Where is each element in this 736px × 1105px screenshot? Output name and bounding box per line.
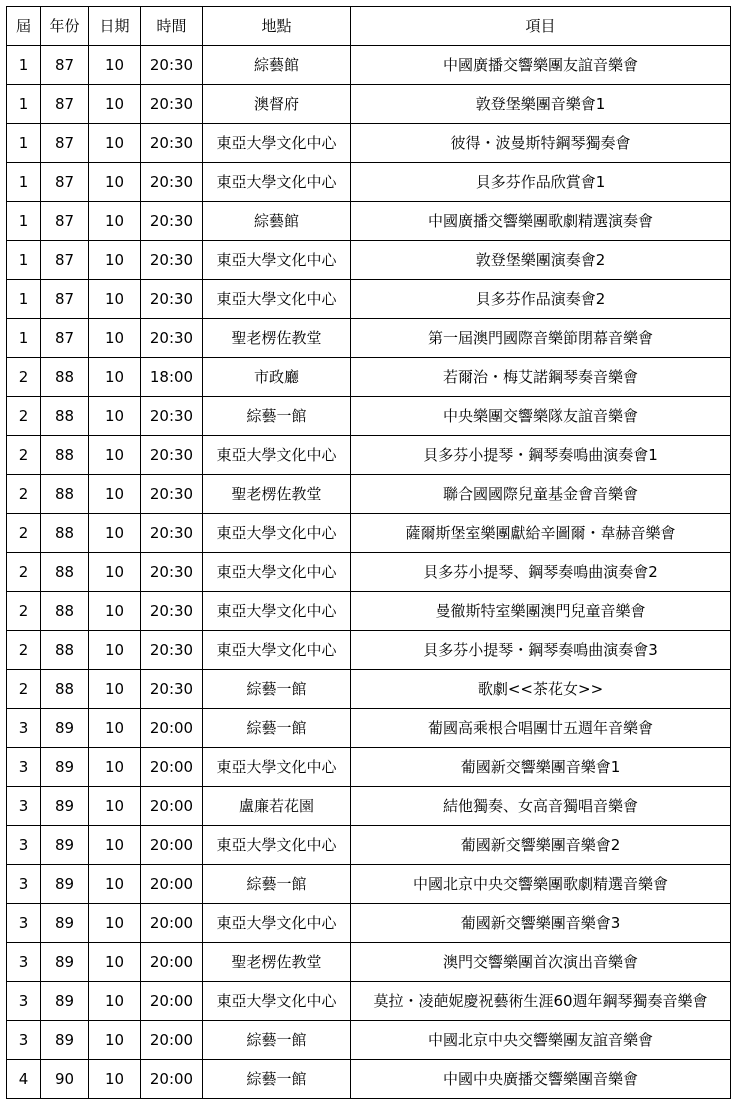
cell-venue: 東亞大學文化中心 xyxy=(203,124,351,163)
column-header-time: 時間 xyxy=(141,7,203,46)
cell-date: 10 xyxy=(89,397,141,436)
cell-date: 10 xyxy=(89,475,141,514)
cell-time: 20:30 xyxy=(141,397,203,436)
table-row xyxy=(7,865,731,904)
table-row xyxy=(7,358,731,397)
cell-time: 20:30 xyxy=(141,592,203,631)
cell-date: 10 xyxy=(89,124,141,163)
table-row xyxy=(7,436,731,475)
cell-date: 10 xyxy=(89,46,141,85)
cell-venue: 東亞大學文化中心 xyxy=(203,982,351,1021)
table-row xyxy=(7,46,731,85)
cell-program: 彼得・波曼斯特鋼琴獨奏會 xyxy=(351,124,731,163)
cell-date: 10 xyxy=(89,592,141,631)
cell-venue: 聖老楞佐教堂 xyxy=(203,319,351,358)
header-row xyxy=(7,7,731,46)
column-header-venue: 地點 xyxy=(203,7,351,46)
concert-schedule-table xyxy=(6,6,731,1099)
cell-program: 莫拉・凌葩妮慶祝藝術生涯60週年鋼琴獨奏音樂會 xyxy=(351,982,731,1021)
cell-date: 10 xyxy=(89,514,141,553)
cell-edition: 2 xyxy=(7,631,41,670)
cell-program: 敦登堡樂團音樂會1 xyxy=(351,85,731,124)
cell-time: 20:30 xyxy=(141,670,203,709)
cell-program: 結他獨奏、女高音獨唱音樂會 xyxy=(351,787,731,826)
cell-time: 20:00 xyxy=(141,709,203,748)
cell-date: 10 xyxy=(89,709,141,748)
table-row xyxy=(7,943,731,982)
cell-year: 88 xyxy=(41,397,89,436)
table-row xyxy=(7,280,731,319)
cell-year: 87 xyxy=(41,319,89,358)
cell-venue: 綜藝館 xyxy=(203,46,351,85)
cell-year: 89 xyxy=(41,787,89,826)
table-row xyxy=(7,826,731,865)
cell-venue: 東亞大學文化中心 xyxy=(203,748,351,787)
table-row xyxy=(7,709,731,748)
table-row xyxy=(7,982,731,1021)
table-row xyxy=(7,904,731,943)
cell-time: 20:30 xyxy=(141,475,203,514)
column-header-date: 日期 xyxy=(89,7,141,46)
cell-edition: 1 xyxy=(7,202,41,241)
cell-program: 貝多芬小提琴・鋼琴奏鳴曲演奏會3 xyxy=(351,631,731,670)
cell-date: 10 xyxy=(89,319,141,358)
cell-edition: 2 xyxy=(7,475,41,514)
cell-time: 20:30 xyxy=(141,202,203,241)
cell-year: 88 xyxy=(41,670,89,709)
cell-program: 中央樂團交響樂隊友誼音樂會 xyxy=(351,397,731,436)
cell-year: 87 xyxy=(41,280,89,319)
cell-time: 20:30 xyxy=(141,163,203,202)
cell-date: 10 xyxy=(89,943,141,982)
cell-date: 10 xyxy=(89,85,141,124)
cell-edition: 2 xyxy=(7,553,41,592)
table-row xyxy=(7,787,731,826)
cell-edition: 1 xyxy=(7,124,41,163)
cell-venue: 盧廉若花園 xyxy=(203,787,351,826)
cell-year: 88 xyxy=(41,436,89,475)
cell-venue: 綜藝一館 xyxy=(203,865,351,904)
cell-time: 20:30 xyxy=(141,436,203,475)
cell-program: 中國廣播交響樂團友誼音樂會 xyxy=(351,46,731,85)
cell-program: 葡國高乘根合唱團廿五週年音樂會 xyxy=(351,709,731,748)
cell-program: 曼徹斯特室樂團澳門兒童音樂會 xyxy=(351,592,731,631)
cell-date: 10 xyxy=(89,241,141,280)
cell-date: 10 xyxy=(89,748,141,787)
cell-year: 89 xyxy=(41,865,89,904)
cell-year: 88 xyxy=(41,514,89,553)
cell-date: 10 xyxy=(89,553,141,592)
table-row xyxy=(7,475,731,514)
cell-edition: 1 xyxy=(7,85,41,124)
cell-time: 20:00 xyxy=(141,1021,203,1060)
cell-date: 10 xyxy=(89,826,141,865)
cell-edition: 3 xyxy=(7,748,41,787)
cell-edition: 1 xyxy=(7,241,41,280)
cell-year: 87 xyxy=(41,124,89,163)
cell-edition: 3 xyxy=(7,982,41,1021)
cell-venue: 東亞大學文化中心 xyxy=(203,163,351,202)
table-row xyxy=(7,670,731,709)
cell-venue: 東亞大學文化中心 xyxy=(203,553,351,592)
cell-program: 若爾治・梅艾諾鋼琴奏音樂會 xyxy=(351,358,731,397)
cell-venue: 東亞大學文化中心 xyxy=(203,631,351,670)
cell-date: 10 xyxy=(89,1021,141,1060)
cell-venue: 澳督府 xyxy=(203,85,351,124)
cell-year: 89 xyxy=(41,1021,89,1060)
cell-date: 10 xyxy=(89,163,141,202)
cell-year: 88 xyxy=(41,358,89,397)
cell-venue: 東亞大學文化中心 xyxy=(203,280,351,319)
cell-edition: 2 xyxy=(7,592,41,631)
cell-program: 貝多芬作品演奏會2 xyxy=(351,280,731,319)
cell-time: 20:30 xyxy=(141,514,203,553)
table-row xyxy=(7,1021,731,1060)
cell-time: 18:00 xyxy=(141,358,203,397)
cell-time: 20:00 xyxy=(141,904,203,943)
cell-edition: 3 xyxy=(7,904,41,943)
cell-edition: 2 xyxy=(7,358,41,397)
cell-time: 20:30 xyxy=(141,85,203,124)
cell-date: 10 xyxy=(89,280,141,319)
cell-year: 89 xyxy=(41,943,89,982)
table-row xyxy=(7,1060,731,1099)
cell-edition: 2 xyxy=(7,436,41,475)
cell-time: 20:30 xyxy=(141,280,203,319)
cell-time: 20:30 xyxy=(141,631,203,670)
cell-date: 10 xyxy=(89,1060,141,1099)
cell-edition: 3 xyxy=(7,865,41,904)
cell-program: 貝多芬小提琴、鋼琴奏鳴曲演奏會2 xyxy=(351,553,731,592)
cell-edition: 2 xyxy=(7,670,41,709)
column-header-edition: 屆 xyxy=(7,7,41,46)
table-row xyxy=(7,124,731,163)
cell-time: 20:00 xyxy=(141,748,203,787)
table-body xyxy=(7,46,731,1099)
cell-date: 10 xyxy=(89,436,141,475)
cell-program: 葡國新交響樂團音樂會3 xyxy=(351,904,731,943)
cell-year: 87 xyxy=(41,241,89,280)
cell-year: 89 xyxy=(41,982,89,1021)
cell-venue: 綜藝館 xyxy=(203,202,351,241)
table-row xyxy=(7,592,731,631)
cell-program: 薩爾斯堡室樂團獻給辛圖爾・韋赫音樂會 xyxy=(351,514,731,553)
table-row xyxy=(7,748,731,787)
cell-time: 20:00 xyxy=(141,826,203,865)
cell-venue: 綜藝一館 xyxy=(203,709,351,748)
cell-program: 敦登堡樂團演奏會2 xyxy=(351,241,731,280)
cell-date: 10 xyxy=(89,202,141,241)
cell-time: 20:00 xyxy=(141,943,203,982)
cell-program: 第一屆澳門國際音樂節閉幕音樂會 xyxy=(351,319,731,358)
cell-venue: 東亞大學文化中心 xyxy=(203,241,351,280)
cell-time: 20:30 xyxy=(141,241,203,280)
cell-year: 87 xyxy=(41,85,89,124)
cell-year: 90 xyxy=(41,1060,89,1099)
table-row xyxy=(7,631,731,670)
cell-year: 89 xyxy=(41,709,89,748)
cell-edition: 3 xyxy=(7,1021,41,1060)
cell-program: 澳門交響樂團首次演出音樂會 xyxy=(351,943,731,982)
cell-year: 89 xyxy=(41,904,89,943)
cell-venue: 東亞大學文化中心 xyxy=(203,592,351,631)
cell-edition: 3 xyxy=(7,826,41,865)
cell-edition: 3 xyxy=(7,943,41,982)
cell-program: 中國廣播交響樂團歌劇精選演奏會 xyxy=(351,202,731,241)
cell-year: 88 xyxy=(41,553,89,592)
cell-venue: 東亞大學文化中心 xyxy=(203,904,351,943)
cell-venue: 綜藝一館 xyxy=(203,1060,351,1099)
cell-time: 20:30 xyxy=(141,319,203,358)
cell-venue: 聖老楞佐教堂 xyxy=(203,475,351,514)
table-row xyxy=(7,319,731,358)
table-row xyxy=(7,553,731,592)
table-row xyxy=(7,202,731,241)
cell-edition: 2 xyxy=(7,397,41,436)
cell-venue: 市政廳 xyxy=(203,358,351,397)
cell-program: 貝多芬作品欣賞會1 xyxy=(351,163,731,202)
cell-date: 10 xyxy=(89,904,141,943)
cell-date: 10 xyxy=(89,982,141,1021)
cell-year: 88 xyxy=(41,475,89,514)
table-row xyxy=(7,85,731,124)
table-row xyxy=(7,397,731,436)
cell-program: 貝多芬小提琴・鋼琴奏鳴曲演奏會1 xyxy=(351,436,731,475)
cell-date: 10 xyxy=(89,358,141,397)
cell-time: 20:00 xyxy=(141,1060,203,1099)
cell-year: 87 xyxy=(41,202,89,241)
cell-venue: 綜藝一館 xyxy=(203,1021,351,1060)
cell-edition: 1 xyxy=(7,280,41,319)
cell-program: 中國北京中央交響樂團友誼音樂會 xyxy=(351,1021,731,1060)
cell-time: 20:30 xyxy=(141,553,203,592)
cell-program: 聯合國國際兒童基金會音樂會 xyxy=(351,475,731,514)
cell-edition: 1 xyxy=(7,46,41,85)
cell-program: 歌劇<<茶花女>> xyxy=(351,670,731,709)
cell-venue: 東亞大學文化中心 xyxy=(203,826,351,865)
cell-program: 中國中央廣播交響樂團音樂會 xyxy=(351,1060,731,1099)
table-row xyxy=(7,163,731,202)
cell-time: 20:00 xyxy=(141,787,203,826)
cell-year: 87 xyxy=(41,46,89,85)
cell-venue: 綜藝一館 xyxy=(203,397,351,436)
table-row xyxy=(7,241,731,280)
cell-time: 20:30 xyxy=(141,46,203,85)
cell-edition: 1 xyxy=(7,163,41,202)
cell-edition: 2 xyxy=(7,514,41,553)
cell-program: 葡國新交響樂團音樂會1 xyxy=(351,748,731,787)
cell-venue: 東亞大學文化中心 xyxy=(203,436,351,475)
cell-edition: 3 xyxy=(7,787,41,826)
cell-year: 87 xyxy=(41,163,89,202)
cell-date: 10 xyxy=(89,631,141,670)
cell-year: 89 xyxy=(41,748,89,787)
cell-edition: 1 xyxy=(7,319,41,358)
cell-year: 88 xyxy=(41,592,89,631)
cell-edition: 3 xyxy=(7,709,41,748)
cell-venue: 聖老楞佐教堂 xyxy=(203,943,351,982)
cell-time: 20:00 xyxy=(141,982,203,1021)
cell-venue: 綜藝一館 xyxy=(203,670,351,709)
cell-time: 20:00 xyxy=(141,865,203,904)
cell-time: 20:30 xyxy=(141,124,203,163)
cell-date: 10 xyxy=(89,670,141,709)
cell-year: 88 xyxy=(41,631,89,670)
table-row xyxy=(7,514,731,553)
column-header-program: 項目 xyxy=(351,7,731,46)
cell-date: 10 xyxy=(89,787,141,826)
table-header xyxy=(7,7,731,46)
cell-edition: 4 xyxy=(7,1060,41,1099)
cell-program: 中國北京中央交響樂團歌劇精選音樂會 xyxy=(351,865,731,904)
cell-year: 89 xyxy=(41,826,89,865)
cell-venue: 東亞大學文化中心 xyxy=(203,514,351,553)
column-header-year: 年份 xyxy=(41,7,89,46)
cell-program: 葡國新交響樂團音樂會2 xyxy=(351,826,731,865)
cell-date: 10 xyxy=(89,865,141,904)
